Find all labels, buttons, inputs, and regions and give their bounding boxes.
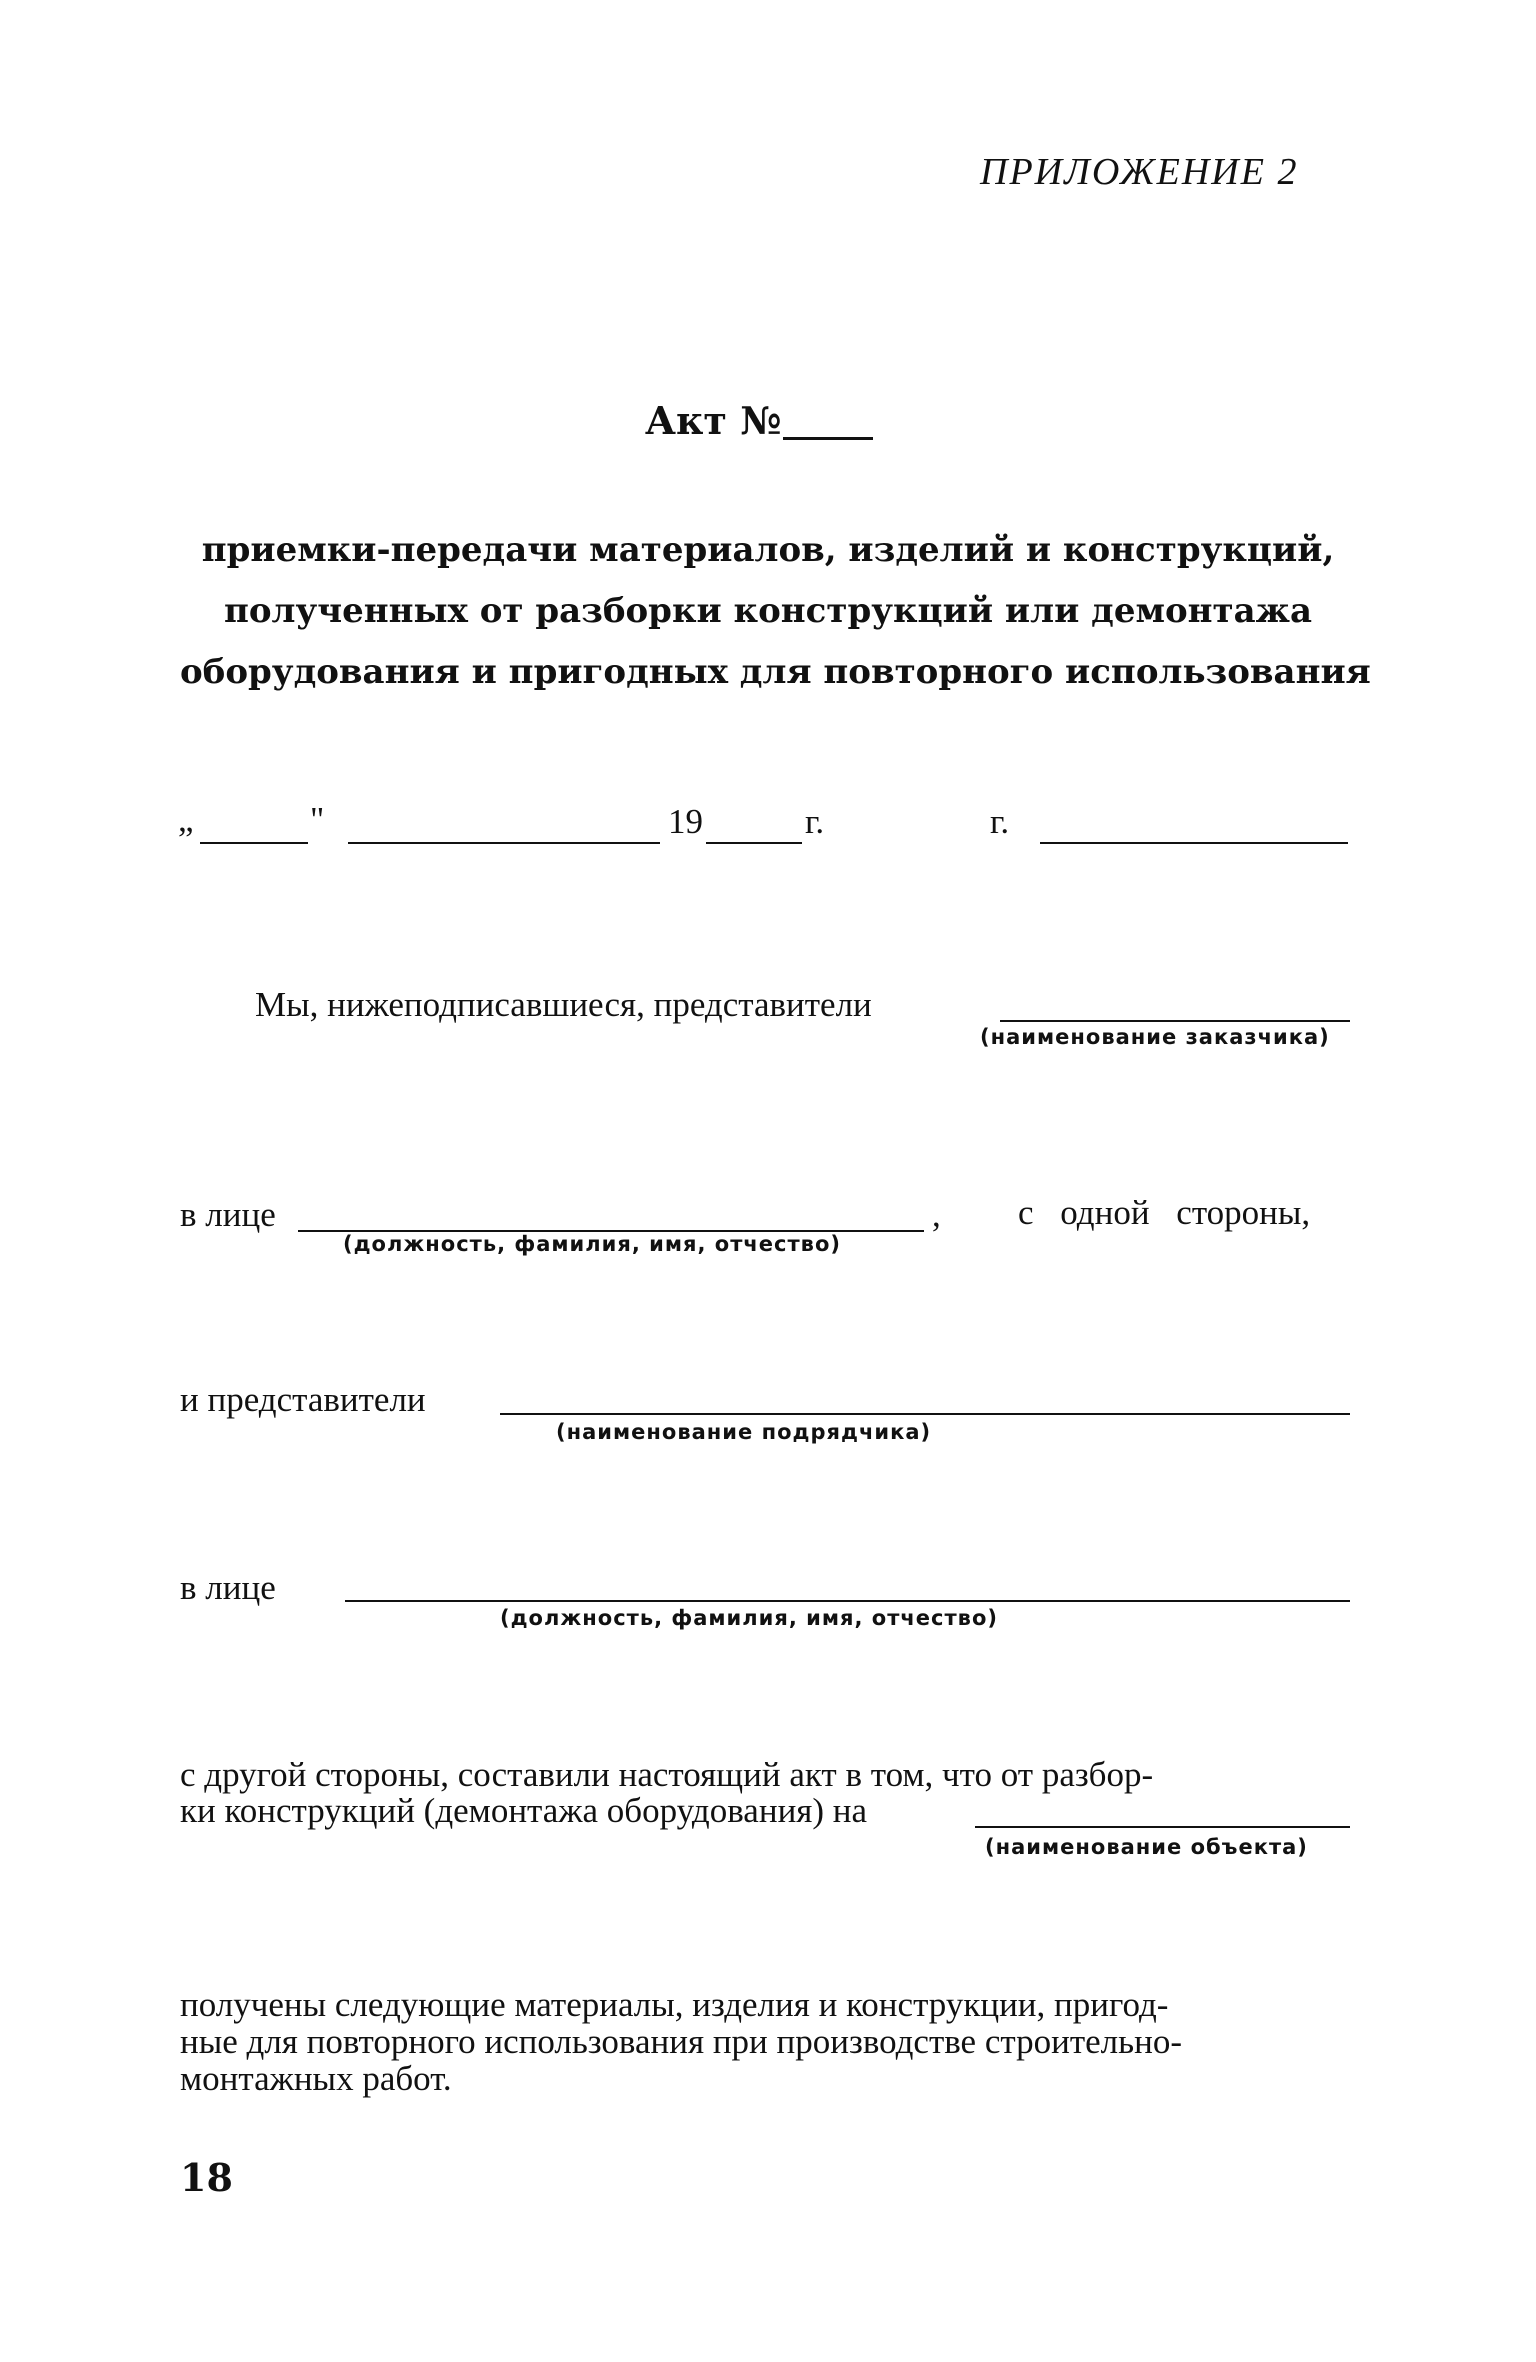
act-title: Акт № bbox=[645, 398, 782, 443]
contractor-name-field[interactable] bbox=[500, 1413, 1350, 1415]
month-field[interactable] bbox=[348, 842, 660, 844]
customer-person-caption: (должность, фамилия, имя, отчество) bbox=[343, 1232, 841, 1256]
final-paragraph-line-2: ные для повторного использования при производстве строительно- bbox=[180, 2022, 1182, 2061]
contractor-representatives-text: и представители bbox=[180, 1380, 426, 1419]
object-paragraph-line-1: с другой стороны, составили настоящий акт в том, что от разбор- bbox=[180, 1755, 1154, 1794]
contractor-name-caption: (наименование подрядчика) bbox=[556, 1420, 932, 1444]
customer-person-prefix: в лице bbox=[180, 1195, 276, 1234]
customer-representatives-text: Мы, нижеподписавшиеся, представители bbox=[255, 985, 872, 1024]
heading-line-1: приемки-передачи материалов, изделий и конструкций, bbox=[201, 530, 1335, 570]
heading-line-2: полученных от разборки конструкций или демонтажа bbox=[223, 591, 1313, 631]
customer-name-caption: (наименование заказчика) bbox=[980, 1025, 1330, 1049]
city-field[interactable] bbox=[1040, 842, 1348, 844]
final-paragraph-line-3: монтажных работ. bbox=[180, 2059, 452, 2098]
contractor-person-field[interactable] bbox=[345, 1600, 1350, 1602]
contractor-person-prefix: в лице bbox=[180, 1568, 276, 1607]
city-prefix: г. bbox=[990, 802, 1010, 841]
customer-person-comma: , bbox=[932, 1195, 941, 1234]
year-suffix: г. bbox=[805, 802, 825, 841]
date-close-quote: " bbox=[310, 800, 325, 839]
object-paragraph-line-2: ки конструкций (демонтажа оборудования) на bbox=[180, 1791, 868, 1830]
object-name-caption: (наименование объекта) bbox=[985, 1835, 1308, 1859]
one-side-text: с одной стороны, bbox=[1018, 1193, 1311, 1232]
year-prefix: 19 bbox=[668, 802, 703, 841]
contractor-person-caption: (должность, фамилия, имя, отчество) bbox=[500, 1606, 998, 1630]
page-number: 18 bbox=[180, 2155, 233, 2200]
object-name-field[interactable] bbox=[975, 1826, 1350, 1828]
customer-name-field[interactable] bbox=[1000, 1020, 1350, 1022]
year-field[interactable] bbox=[706, 842, 802, 844]
final-paragraph-line-1: получены следующие материалы, изделия и конструкции, пригод- bbox=[180, 1985, 1169, 2024]
day-field[interactable] bbox=[200, 842, 308, 844]
act-heading bbox=[180, 520, 1371, 703]
date-open-quote: „ bbox=[178, 800, 194, 839]
act-number-field[interactable] bbox=[783, 437, 873, 440]
appendix-label: ПРИЛОЖЕНИЕ 2 bbox=[980, 151, 1299, 193]
heading-line-3: оборудования и пригодных для повторного использования bbox=[180, 652, 1371, 692]
